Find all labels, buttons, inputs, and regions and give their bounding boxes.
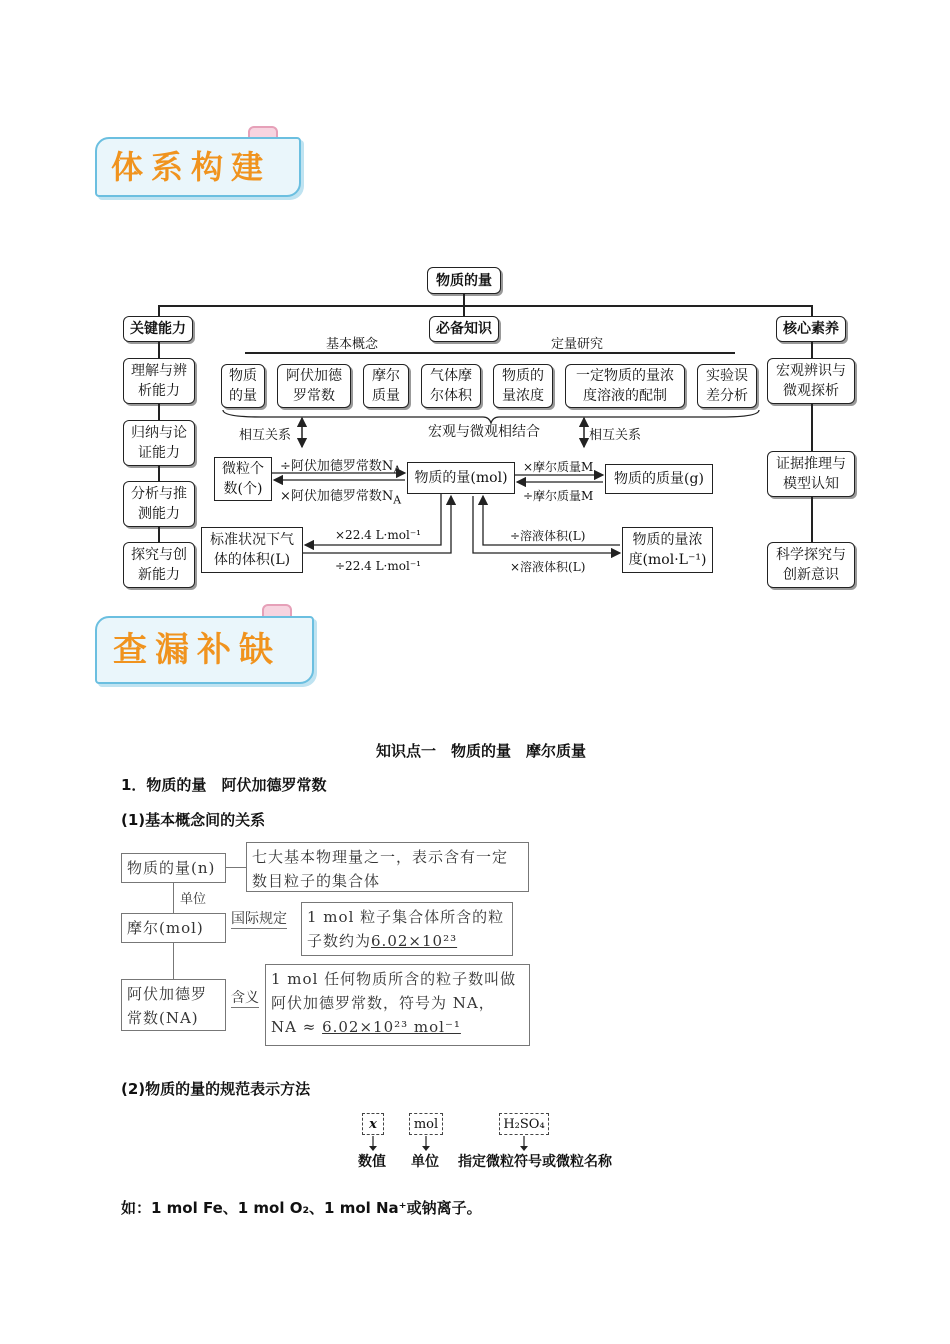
na-box: 阿伏加德罗常数(NA) <box>121 979 226 1031</box>
div-m-label: ÷摩尔质量M <box>523 489 594 503</box>
diagram-arrows <box>0 0 950 600</box>
meaning-label: 含义 <box>231 987 259 1008</box>
mol-box: 摩尔(mol) <box>121 913 226 943</box>
intl-label: 国际规定 <box>231 908 287 929</box>
subheading-1: 1．物质的量 阿伏加德罗常数 <box>121 776 327 794</box>
n-definition: 七大基本物理量之一，表示含有一定数目粒子的集合体 <box>246 842 529 892</box>
label-basic-concept: 基本概念 <box>326 337 379 352</box>
knowledge-heading: 知识点一 物质的量 摩尔质量 <box>376 742 587 760</box>
mul-m-label: ×摩尔质量M <box>523 460 594 474</box>
left-item-3: 分析与推测能力 <box>123 481 195 527</box>
na-definition: 1 mol 任何物质所含的粒子数叫做阿伏加德罗常数，符号为 NA， NA ≈ 6.02×10²³ mol⁻¹ <box>265 964 530 1046</box>
mass-box: 物质的质量(g) <box>605 464 713 494</box>
label-particle: 指定微粒符号或微粒名称 <box>458 1154 612 1170</box>
concept-2: 阿伏加德罗常数 <box>277 364 351 408</box>
concept-5: 物质的量浓度 <box>493 364 553 408</box>
div-v-label: ÷溶液体积(L) <box>510 529 586 543</box>
label-unit: 单位 <box>411 1154 439 1170</box>
mutual-label-2: 相互关系 <box>589 428 642 443</box>
section-banner-review <box>95 616 314 684</box>
concept-1: 物质的量 <box>221 364 265 408</box>
example-text: 如：1 mol Fe、1 mol O₂、1 mol Na⁺或钠离子。 <box>121 1199 482 1217</box>
concept-6: 一定物质的量浓度溶液的配制 <box>565 364 685 408</box>
left-item-1: 理解与辨析能力 <box>123 358 195 404</box>
label-quant-research: 定量研究 <box>551 337 604 352</box>
macro-micro-label: 宏观与微观相结合 <box>428 424 540 440</box>
concept-7: 实验误差分析 <box>697 364 757 408</box>
concept-3: 摩尔质量 <box>363 364 409 408</box>
particles-box: 微粒个数(个) <box>214 457 272 501</box>
notation-h2so4: H₂SO₄ <box>499 1113 549 1135</box>
div-na-label: ÷阿伏加德罗常数$N_A$ <box>280 459 402 477</box>
div-224-label: ÷22.4 L·mol⁻¹ <box>335 559 421 573</box>
col-mid-title: 必备知识 <box>429 316 499 342</box>
subheading-1a: (1)基本概念间的关系 <box>121 811 266 829</box>
right-item-2: 证据推理与模型认知 <box>767 451 855 497</box>
section-title: 查漏补缺 <box>113 630 281 670</box>
section-title: 体系构建 <box>111 148 272 186</box>
n-box: 物质的量(n) <box>121 853 226 883</box>
mul-v-label: ×溶液体积(L) <box>510 560 586 574</box>
right-item-3: 科学探究与创新意识 <box>767 542 855 588</box>
gas-volume-box: 标准状况下气体的体积(L) <box>201 527 303 573</box>
right-item-1: 宏观辨识与微观探析 <box>767 358 855 404</box>
mutual-label-1: 相互关系 <box>239 428 292 443</box>
left-item-4: 探究与创新能力 <box>123 542 195 588</box>
label-value: 数值 <box>358 1154 386 1170</box>
mol-definition: 1 mol 粒子集合体所含的粒子数约为6.02×10²³ <box>301 902 513 956</box>
notation-x: x <box>362 1113 384 1135</box>
center-box: 物质的量(mol) <box>407 462 515 494</box>
subheading-1b: (2)物质的量的规范表示方法 <box>121 1080 311 1098</box>
mul-na-label: ×阿伏加德罗常数$N_A$ <box>280 489 402 507</box>
notation-mol: mol <box>409 1113 443 1135</box>
diagram-root: 物质的量 <box>427 267 501 294</box>
mul-224-label: ×22.4 L·mol⁻¹ <box>335 528 421 542</box>
left-item-2: 归纳与论证能力 <box>123 420 195 466</box>
concept-4: 气体摩尔体积 <box>421 364 481 408</box>
unit-label: 单位 <box>180 892 207 907</box>
col-left-title: 关键能力 <box>123 316 193 342</box>
col-right-title: 核心素养 <box>776 316 846 342</box>
concentration-box: 物质的量浓度(mol·L⁻¹) <box>622 527 713 573</box>
